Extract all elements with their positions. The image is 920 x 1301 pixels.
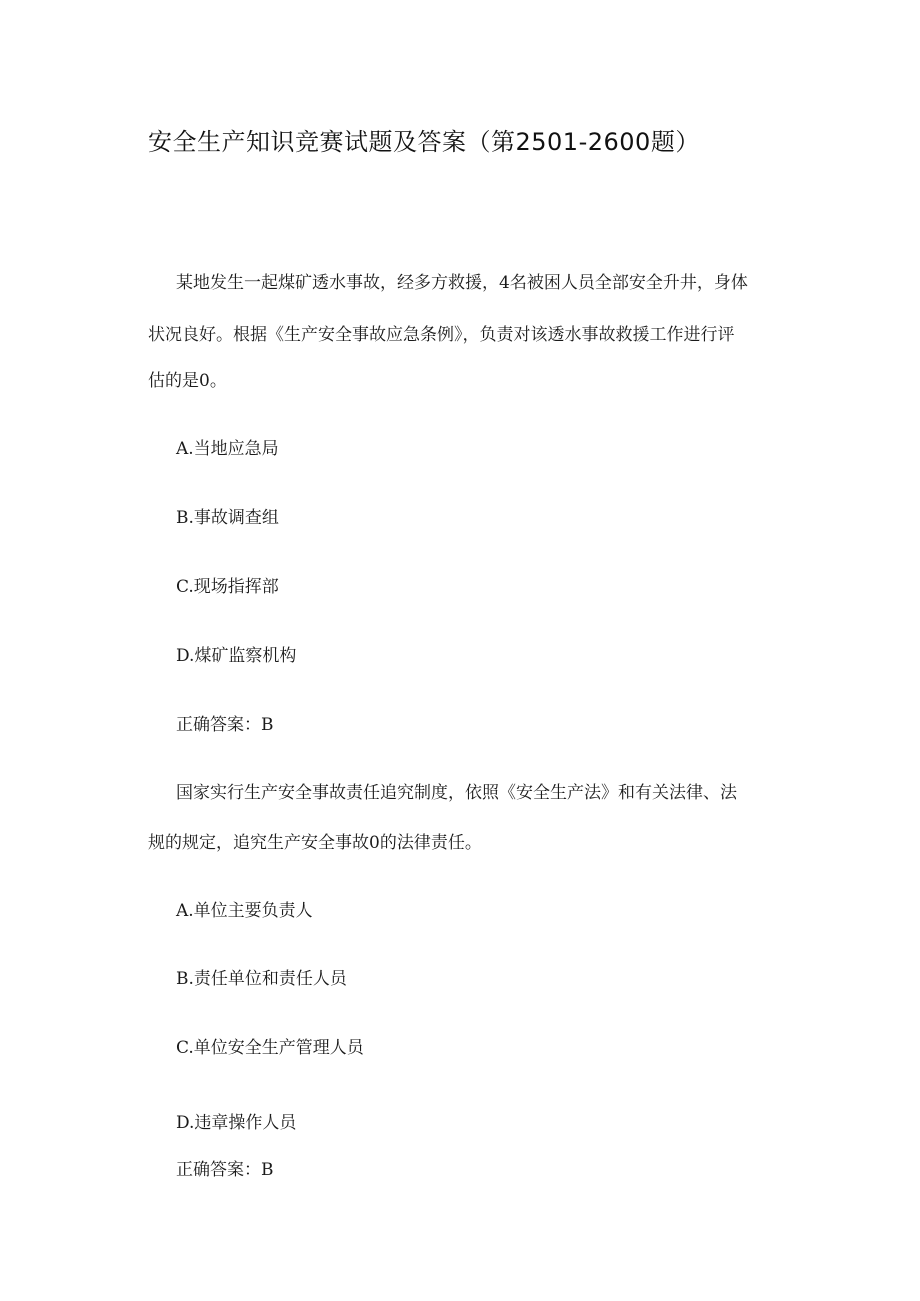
option-b: B.责任单位和责任人员 [176, 969, 347, 989]
option-b: B.事故调查组 [176, 508, 279, 528]
answer-label: 正确答案：B [176, 715, 274, 735]
question-stem-line: 估的是0。 [148, 371, 227, 391]
page-title: 安全生产知识竞赛试题及答案（第2501-2600题） [148, 128, 700, 156]
option-a: A.单位主要负责人 [176, 901, 313, 921]
option-d: D.煤矿监察机构 [176, 646, 297, 666]
answer-label: 正确答案：B [176, 1160, 274, 1180]
option-a: A.当地应急局 [176, 439, 279, 459]
option-c: C.现场指挥部 [176, 577, 279, 597]
question-stem-line: 某地发生一起煤矿透水事故，经多方救援，4名被困人员全部安全升井，身体 [176, 273, 748, 293]
question-stem-line: 国家实行生产安全事故责任追究制度，依照《安全生产法》和有关法律、法 [176, 783, 737, 803]
question-stem-line: 状况良好。根据《生产安全事故应急条例》，负责对该透水事故救援工作进行评 [148, 325, 735, 345]
option-c: C.单位安全生产管理人员 [176, 1038, 364, 1058]
option-d: D.违章操作人员 [176, 1113, 297, 1133]
question-stem-line: 规的规定，追究生产安全事故0的法律责任。 [148, 833, 482, 853]
